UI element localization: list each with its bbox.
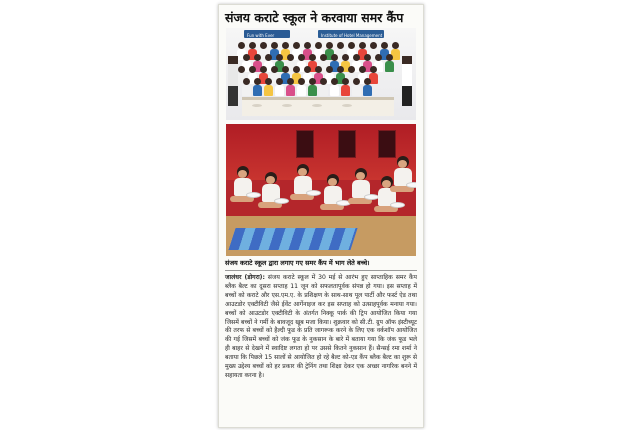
child-head: [375, 54, 382, 61]
child-head: [370, 42, 377, 49]
child-body: [308, 85, 317, 96]
child-head: [238, 66, 245, 73]
food-table: [242, 97, 394, 116]
child-head: [293, 66, 300, 73]
article-text: संजय कराटे स्कूल में 30 मई से आरंभ हुए साप्ताहिक समर कैंप ब्लैक बैल्ट का दूसरा सप्ताह 11 जून को सफलतापूर्वक संपन्न हो गया। इस सप्ताह में बच्चों को कराटे और एस.एम.ए. के प्रशिक्षण के साथ-साथ पूल पार्टी और फर्स्ट ऐड तथा आउटडोर एक्टीविटी जैसे ईवेंट आर्गेनाइज कर इस सप्ताह को उत्साहपूर्वक मनाया गया। बच्चों को आउटडोर एक्टीविटी के अंतर्गत निक्कू पार्क की ट्रिप आयोजित किया गया जिसमें बच्चों ने गर्मी के बावजूद खूब मजा किया। शुक्रवार को सी.टी. ग्रुप ऑफ इंस्टीच्यूट की तरफ से बच्चों को हैल्दी फूड के प्रति जागरूक करने के लिए एक वर्कशॉप आयोजित की गई जिसमें बच्चों को जंक फूड के नुकसान के बारे में बताया गया कि जंक फूड भले ही बाहर से देखने में स्वादिष्ट लगता हो पर उससे कितने नुकसान हैं। सैन्सई रमा शर्मा ने बताया कि पिछले 15 सालों से आयोजित हो रहे बैल्ट को-एड कैंप ब्लैक बैल्ट का शुरू से मुख्य उद्देश्य बच्चों को हर प्रकार की ट्रेनिंग तथा शिक्षा देकर एक अच्छा नागरिक बनने में सहायता करना है।: [225, 274, 417, 379]
child-head: [304, 66, 311, 73]
child-body: [352, 85, 361, 96]
child-body: [275, 85, 284, 96]
child-body: [319, 85, 328, 96]
child-head: [326, 42, 333, 49]
adult-right: [402, 56, 412, 106]
child-body: [330, 85, 339, 96]
child-head: [337, 42, 344, 49]
child-body: [363, 85, 372, 96]
child-head: [276, 54, 283, 61]
child-head: [364, 78, 371, 85]
child-head: [331, 54, 338, 61]
child-body: [385, 61, 394, 72]
child-body: [242, 85, 251, 96]
children-group: [234, 40, 406, 102]
dateline: जालंधर (डोगरा):: [225, 274, 265, 281]
blue-mat: [228, 228, 357, 250]
child-head: [342, 78, 349, 85]
child-head: [320, 54, 327, 61]
child-head: [276, 78, 283, 85]
child-head: [287, 78, 294, 85]
wall-window: [296, 130, 314, 158]
child-head: [304, 42, 311, 49]
child-head: [348, 42, 355, 49]
child-head: [254, 54, 261, 61]
child-head: [386, 54, 393, 61]
child-head: [315, 42, 322, 49]
child-head: [337, 66, 344, 73]
child-body: [341, 85, 350, 96]
wall-window: [378, 130, 396, 158]
child-head: [315, 66, 322, 73]
child-head: [287, 54, 294, 61]
child-body: [286, 85, 295, 96]
child-head: [298, 78, 305, 85]
child-head: [260, 42, 267, 49]
child-head: [309, 54, 316, 61]
child-head: [348, 66, 355, 73]
group-photo: [226, 28, 416, 120]
child-head: [249, 42, 256, 49]
banner-left-text: Fun with Ever: [247, 33, 275, 38]
child-head: [271, 42, 278, 49]
child-head: [309, 78, 316, 85]
child-head: [265, 78, 272, 85]
child-head: [293, 42, 300, 49]
child-head: [392, 42, 399, 49]
child-head: [381, 42, 388, 49]
child-head: [243, 54, 250, 61]
wall-window: [338, 130, 356, 158]
child-head: [282, 42, 289, 49]
banner-right: [318, 30, 384, 38]
kids-seated-photo: [226, 124, 416, 256]
child-head: [326, 66, 333, 73]
child-head: [320, 78, 327, 85]
child-head: [359, 42, 366, 49]
headline: संजय कराटे स्कूल ने करवाया समर कैंप: [225, 10, 404, 25]
child-head: [298, 54, 305, 61]
banner-right-text: Institute of Hotel Management: [321, 33, 383, 38]
child-head: [249, 66, 256, 73]
child-head: [282, 66, 289, 73]
child-head: [353, 54, 360, 61]
child-head: [271, 66, 278, 73]
child-head: [265, 54, 272, 61]
child-body: [264, 85, 273, 96]
photo-caption: संजय कराटे स्कूल द्वारा लगाए गए समर कैंप में भाग लेते बच्चे।: [225, 259, 370, 267]
banner-left: [244, 30, 290, 38]
child-head: [342, 54, 349, 61]
child-head: [364, 54, 371, 61]
child-body: [253, 85, 262, 96]
article-body: [225, 274, 417, 381]
child-head: [254, 78, 261, 85]
child-head: [243, 78, 250, 85]
child-head: [353, 78, 360, 85]
adult-left: [228, 56, 238, 106]
child-head: [359, 66, 366, 73]
child-body: [297, 85, 306, 96]
divider: [225, 270, 417, 271]
child-head: [238, 42, 245, 49]
child-head: [260, 66, 267, 73]
newspaper-clipping: [218, 4, 424, 428]
child-head: [370, 66, 377, 73]
child-head: [331, 78, 338, 85]
